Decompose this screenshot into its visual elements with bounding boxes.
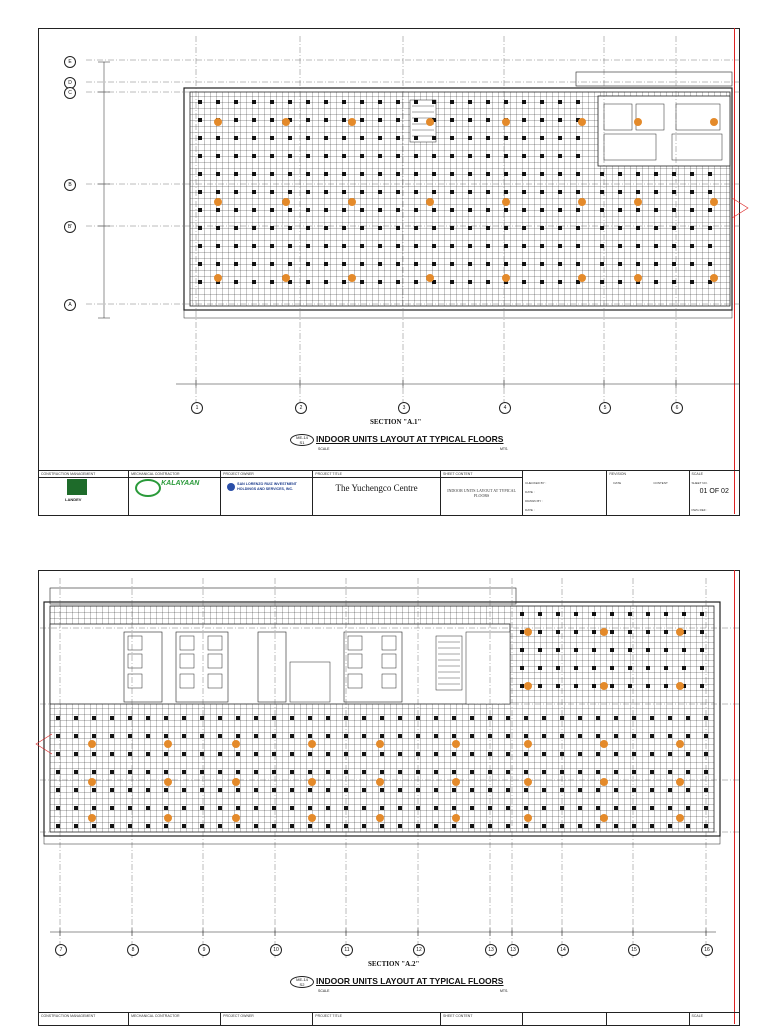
tb-scale: SCALE [691, 472, 703, 476]
kalayaan-logo-text: KALAYAAN [161, 480, 200, 487]
floor-plan-a2 [0, 540, 768, 1024]
tb-label: PROJECT TITLE [315, 1014, 342, 1018]
tb-date-col: DATE [613, 481, 622, 485]
landev-logo-text: LANDEV [65, 497, 82, 502]
scale-label: SCALE [318, 989, 330, 993]
section-label: SECTION "A.2" [368, 960, 420, 968]
project-title: The Yuchengco Centre [335, 483, 418, 493]
scale-unit: MTS. [500, 447, 509, 451]
grid-col-bubble: 4 [499, 402, 511, 414]
title-block-partial [38, 1012, 740, 1025]
tb-label: SHEET CONTENT [442, 472, 473, 476]
tb-content-col: CONTENT [653, 481, 668, 485]
sheet-content: INDOOR UNITS LAYOUT AT TYPICAL FLOORS [447, 488, 516, 498]
layout-title: INDOOR UNITS LAYOUT AT TYPICAL FLOORS [316, 434, 504, 444]
grid-row-bubble: B [64, 179, 76, 191]
grid-row-bubble: D [64, 77, 76, 89]
grid-row-bubble: A [64, 299, 76, 311]
tb-project-title [313, 471, 441, 515]
section-label: SECTION "A.1" [370, 418, 422, 426]
tb-label: CONSTRUCTION MANAGEMENT [41, 472, 96, 476]
tb-label: SHEET CONTENT [442, 1014, 473, 1018]
tb-checked [523, 471, 607, 515]
grid-col-bubble: 11 [341, 944, 353, 956]
badge-bottom: S2 [299, 982, 305, 987]
tb-label: MECHANICAL CONTRACTOR [131, 1014, 180, 1018]
tb-scale: SCALE [691, 1014, 703, 1018]
tb-date: DATE : [525, 508, 535, 512]
tb-revision [607, 471, 689, 515]
grid-col-bubble: 8 [127, 944, 139, 956]
grid-row-bubble: B' [64, 221, 76, 233]
badge-top: ME-14 [296, 977, 308, 982]
tb-label: REVISION [609, 472, 627, 476]
grid-col-bubble: 3 [398, 402, 410, 414]
tb-construction-management [39, 471, 129, 515]
tb-sheet-content [441, 471, 523, 515]
grid-col-bubble: 16 [701, 944, 713, 956]
owner-logo-icon [227, 483, 235, 491]
tb-label: MECHANICAL CONTRACTOR [131, 472, 180, 476]
tb-sheet-no [690, 471, 740, 515]
grid-col-bubble: 14 [557, 944, 569, 956]
scale-label: SCALE [318, 447, 330, 451]
tb-label: PROJECT OWNER [223, 472, 254, 476]
grid-col-bubble: 7 [55, 944, 67, 956]
grid-col-bubble: 15 [628, 944, 640, 956]
tb-mechanical-contractor [129, 471, 221, 515]
tb-drawn-by: DRAWN BY : [525, 499, 543, 503]
tb-label: CONSTRUCTION MANAGEMENT [41, 1014, 96, 1018]
tb-dwg-ref: DWG REF : [691, 508, 708, 512]
sheet-number: 01 OF 02 [699, 488, 729, 495]
grid-col-bubble: 9 [198, 944, 210, 956]
kalayaan-logo-icon [135, 479, 161, 497]
tb-label: PROJECT OWNER [223, 1014, 254, 1018]
tb-sheet-no-label: SHEET NO. [691, 481, 708, 485]
grid-col-bubble: 1 [191, 402, 203, 414]
drawing-number-badge [290, 434, 314, 446]
grid-col-bubble: 5 [599, 402, 611, 414]
tb-project-owner [221, 471, 313, 515]
landev-logo [67, 479, 87, 495]
tb-date: DATE : [525, 490, 535, 494]
layout-title: INDOOR UNITS LAYOUT AT TYPICAL FLOORS [316, 976, 504, 986]
tb-checked-by: CHECKED BY : [525, 481, 547, 485]
badge-top: ME-14 [296, 435, 308, 440]
grid-row-bubble: C [64, 87, 76, 99]
title-block [38, 470, 740, 516]
scale-unit: MTS. [500, 989, 509, 993]
grid-col-bubble: 13 [507, 944, 519, 956]
grid-col-bubble: 12 [413, 944, 425, 956]
badge-bottom: S1 [299, 440, 305, 445]
tb-label: PROJECT TITLE [315, 472, 342, 476]
drawing-sheet-2 [0, 540, 768, 1024]
grid-col-bubble: 13 [485, 944, 497, 956]
grid-row-bubble: E [64, 56, 76, 68]
grid-col-bubble: 10 [270, 944, 282, 956]
grid-col-bubble: 2 [295, 402, 307, 414]
owner-name: SAN LORENZO RUIZ INVESTMENT HOLDINGS AND SERVICES, INC. [237, 482, 297, 491]
grid-col-bubble: 6 [671, 402, 683, 414]
drawing-number-badge [290, 976, 314, 988]
